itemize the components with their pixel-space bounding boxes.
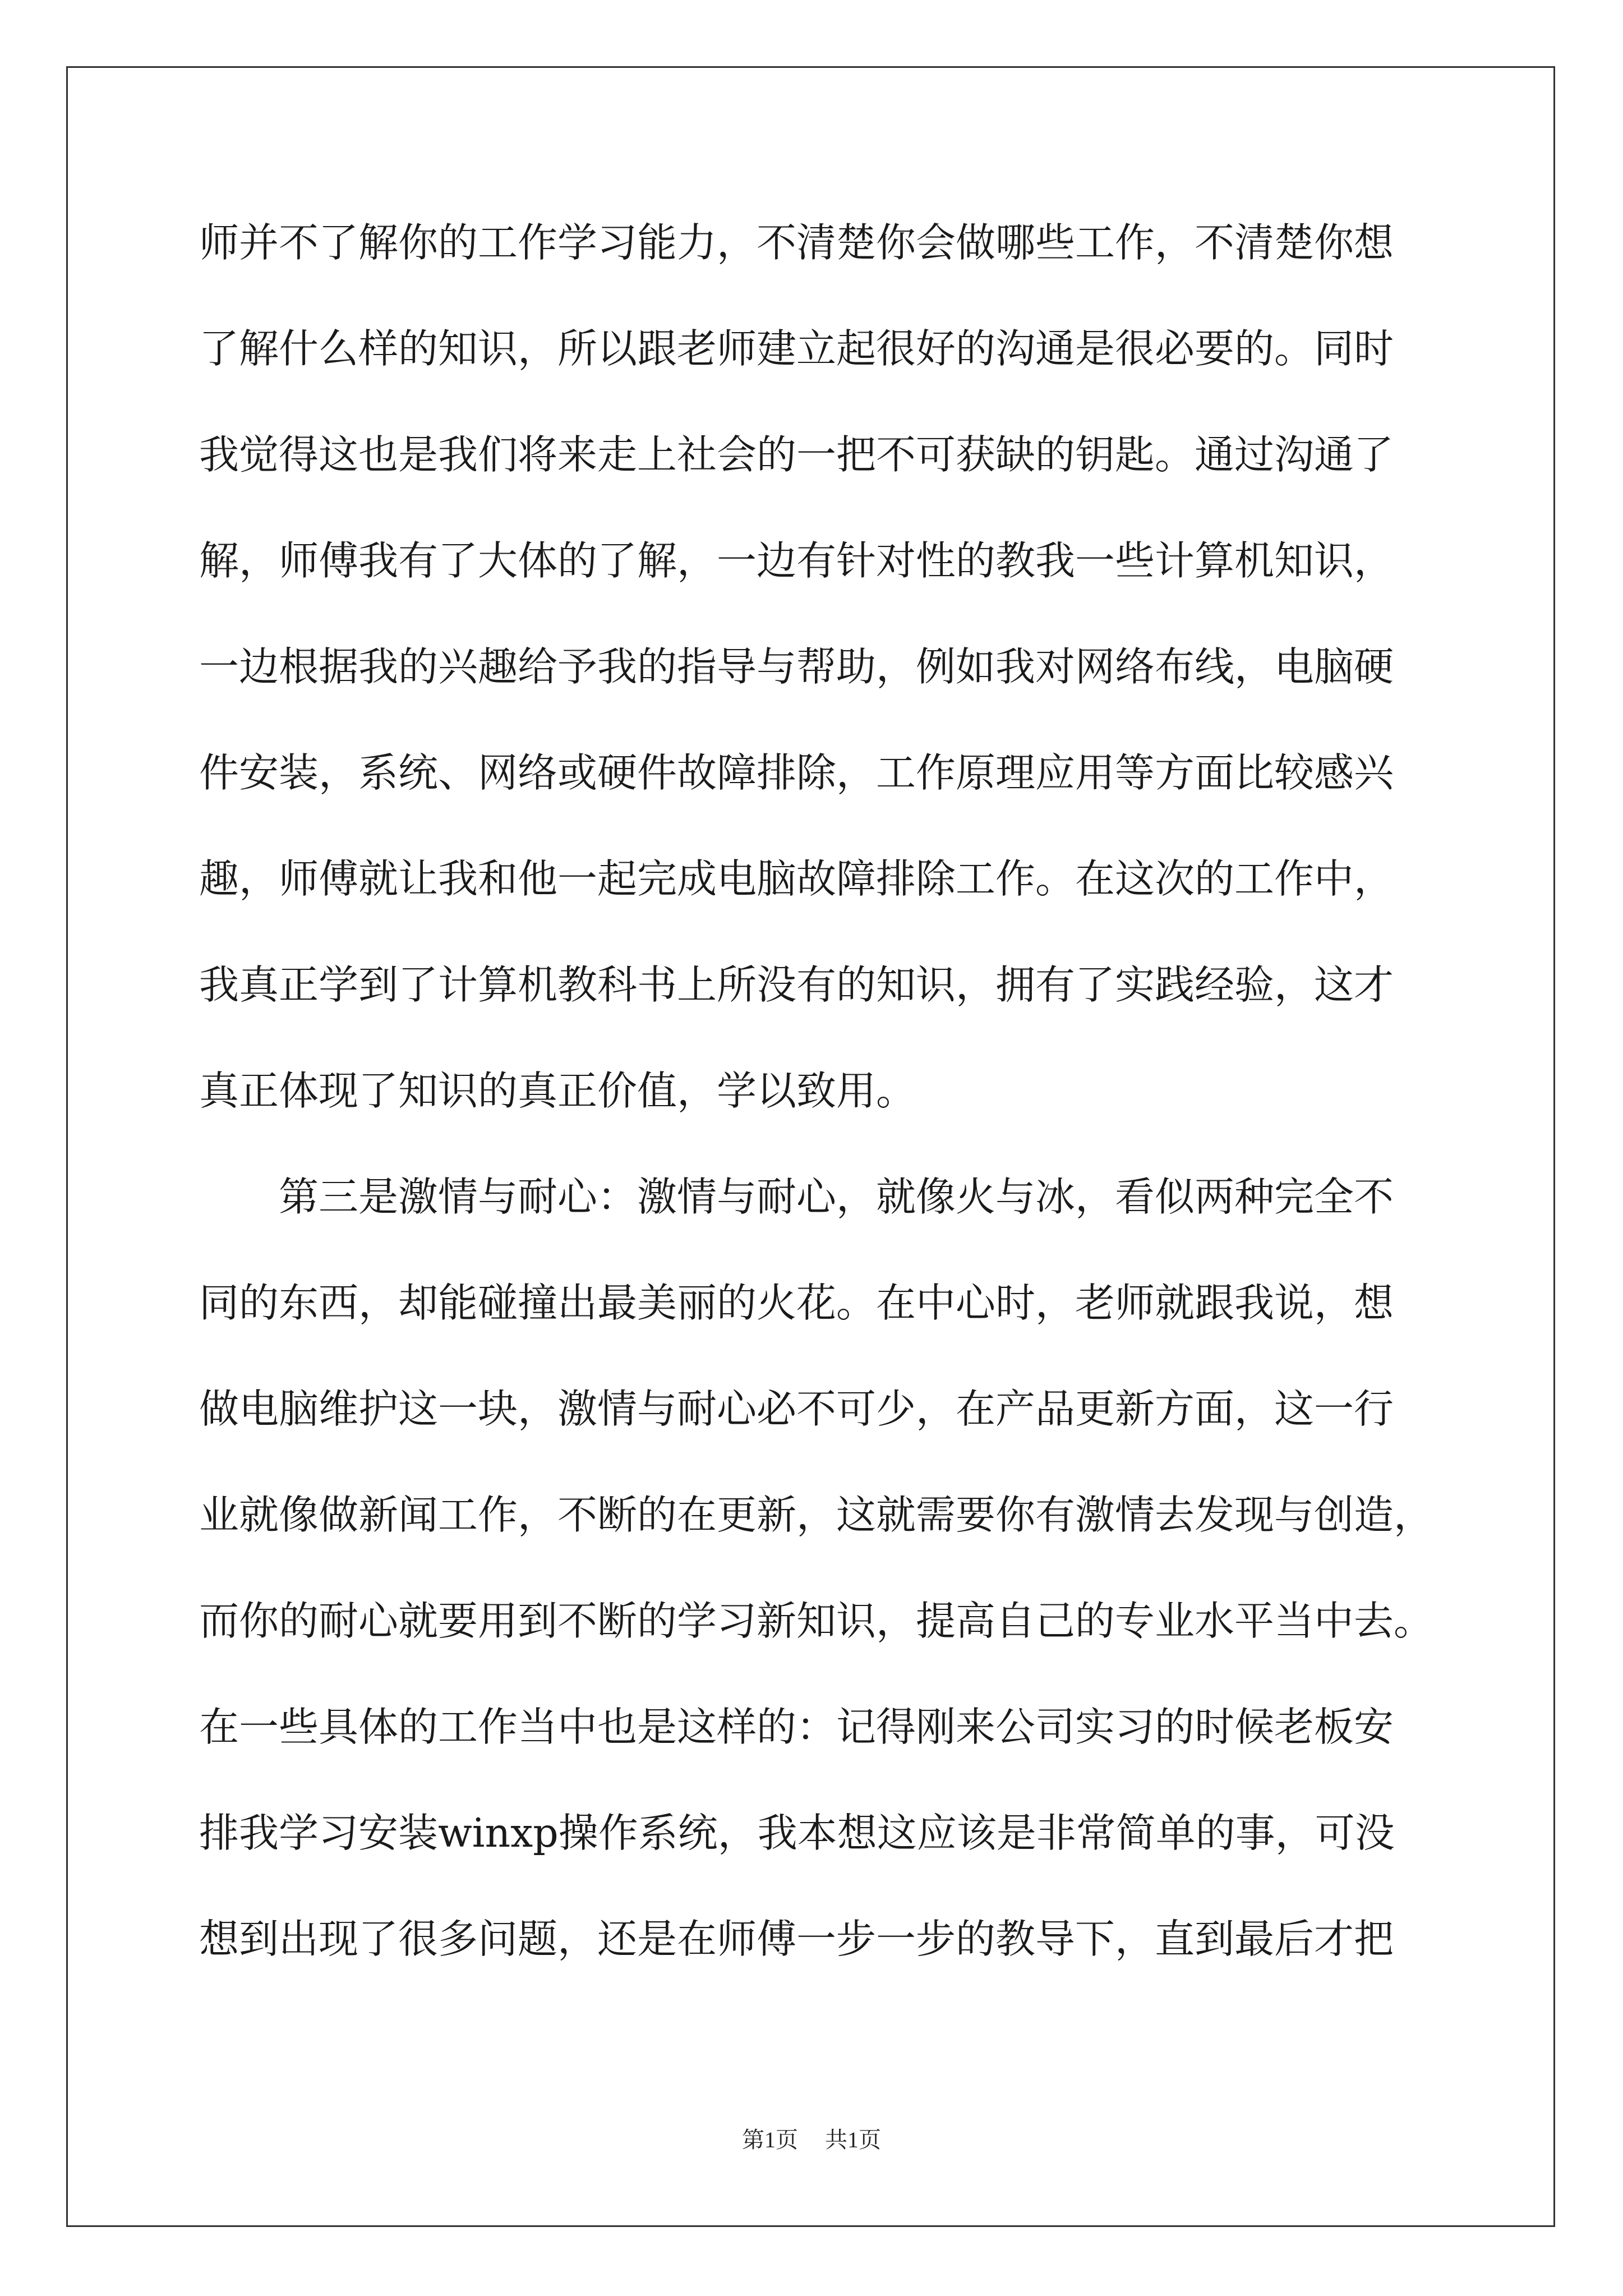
document-body	[199, 218, 1438, 2020]
text-line-1: 师并不了解你的工作学习能力，不清楚你会做哪些工作，不清楚你想	[199, 219, 1394, 266]
text-line-16: 排我学习安装winxp操作系统，我本想这应该是非常简单的事，可没	[199, 1810, 1395, 1856]
text-line-15: 在一些具体的工作当中也是这样的：记得刚来公司实习的时候老板安	[199, 1704, 1394, 1750]
text-line-3: 我觉得这也是我们将来走上社会的一把不可获缺的钥匙。通过沟通了	[199, 431, 1394, 478]
total-pages: 共1页	[825, 2127, 881, 2152]
text-line-13: 业就像做新闻工作，不断的在更新，这就需要你有激情去发现与创造，	[199, 1492, 1434, 1538]
text-line-2: 了解什么样的知识，所以跟老师建立起很好的沟通是很必要的。同时	[199, 325, 1394, 372]
text-line-17: 想到出现了很多问题，还是在师傅一步一步的教导下，直到最后才把	[199, 1916, 1394, 1962]
text-line-14: 而你的耐心就要用到不断的学习新知识，提高自己的专业水平当中去。	[199, 1598, 1434, 1644]
text-line-7: 趣，师傅就让我和他一起完成电脑故障排除工作。在这次的工作中，	[199, 855, 1394, 902]
text-line-4: 解，师傅我有了大体的了解，一边有针对性的教我一些计算机知识，	[199, 537, 1394, 584]
text-line-6: 件安装，系统、网络或硬件故障排除，工作原理应用等方面比较感兴	[199, 749, 1394, 796]
text-line-8: 我真正学到了计算机教科书上所没有的知识，拥有了实践经验，这才	[199, 961, 1394, 1008]
text-line-5: 一边根据我的兴趣给予我的指导与帮助，例如我对网络布线，电脑硬	[199, 643, 1394, 690]
text-line-12: 做电脑维护这一块，激情与耐心必不可少，在产品更新方面，这一行	[199, 1386, 1394, 1432]
text-line-9: 真正体现了知识的真正价值，学以致用。	[199, 1068, 916, 1114]
page-footer	[0, 2126, 1623, 2154]
text-line-11: 同的东西，却能碰撞出最美丽的火花。在中心时，老师就跟我说，想	[199, 1280, 1394, 1326]
page-number: 第1页	[742, 2127, 798, 2152]
paragraph-start-line: 第三是激情与耐心：激情与耐心，就像火与冰，看似两种完全不	[279, 1174, 1394, 1220]
